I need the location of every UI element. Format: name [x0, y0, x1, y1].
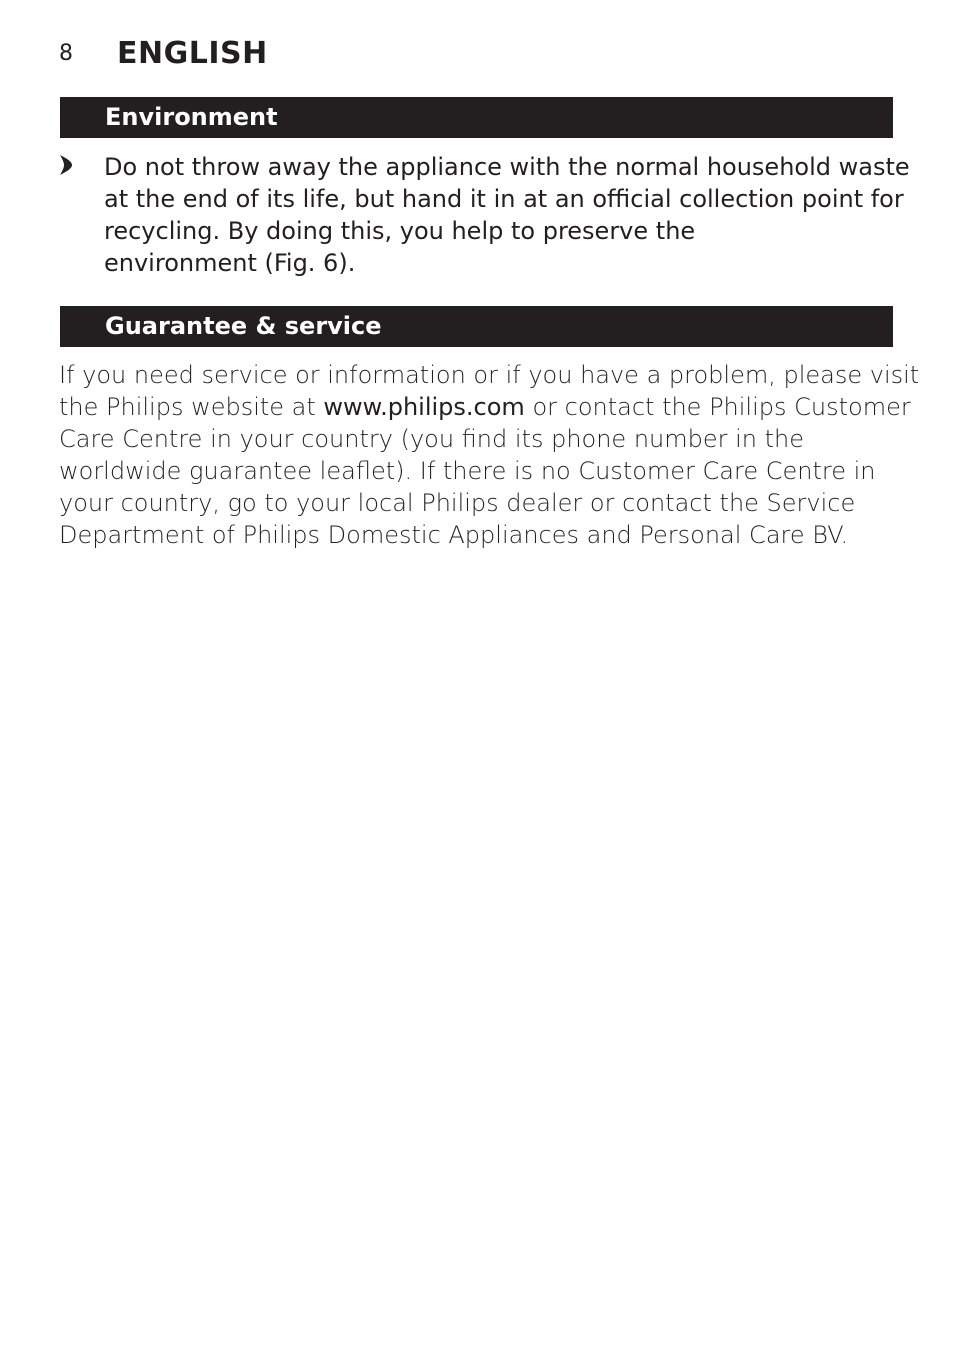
bullet-line: environment (Fig. 6). — [104, 249, 356, 277]
paragraph-line: Care Centre in your country (you find its phone number in the — [59, 425, 805, 453]
bullet-line: recycling. By doing this, you help to preserve the — [104, 217, 696, 245]
paragraph-line: If you need service or information or if you have a problem, please visit — [59, 361, 920, 389]
paragraph-line: your country, go to your local Philips dealer or contact the Service — [59, 489, 856, 517]
environment-bullet-text — [104, 151, 910, 279]
paragraph-text: the Philips website at — [59, 393, 324, 421]
page-header — [59, 30, 268, 76]
bullet-line: Do not throw away the appliance with the normal household waste — [104, 153, 910, 181]
paragraph-line — [59, 391, 911, 423]
paragraph-line: worldwide guarantee leaflet). If there is no Customer Care Centre in — [59, 457, 876, 485]
paragraph-text: or contact the Philips Customer — [524, 393, 911, 421]
page-number: 8 — [59, 40, 73, 66]
paragraph-line: Department of Philips Domestic Appliances and Personal Care BV. — [59, 521, 849, 549]
guarantee-paragraph — [59, 359, 920, 551]
website-link[interactable]: www.philips.com — [323, 393, 525, 421]
language-title: ENGLISH — [117, 35, 268, 71]
section-heading-environment: Environment — [60, 97, 893, 138]
section-heading-guarantee: Guarantee & service — [60, 306, 893, 347]
bullet-icon — [59, 153, 73, 177]
bullet-line: at the end of its life, but hand it in at an official collection point for — [104, 185, 904, 213]
